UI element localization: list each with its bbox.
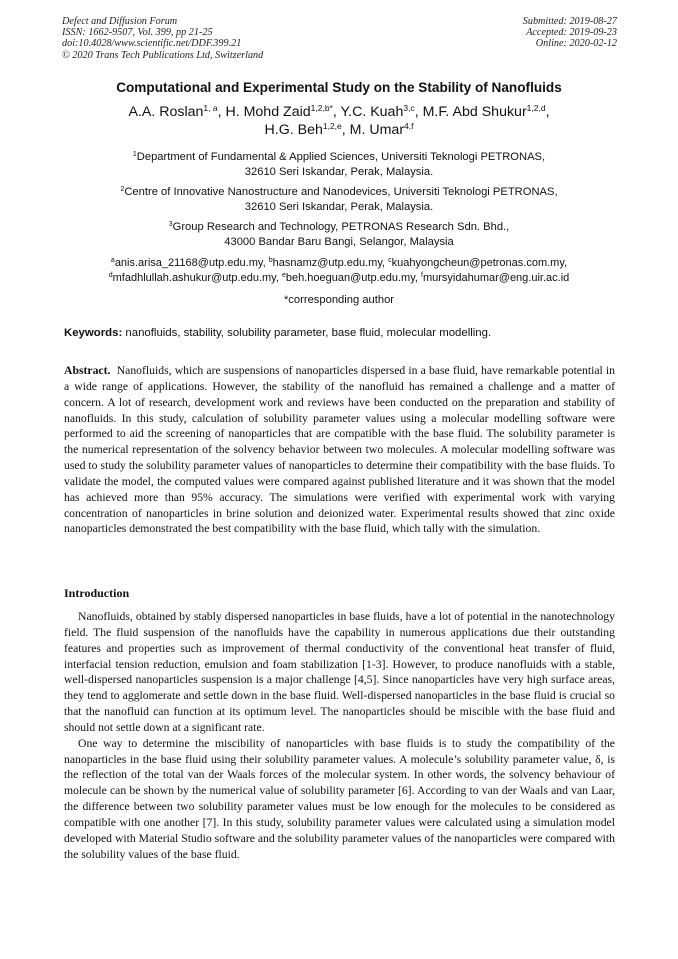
affiliation-line: 32610 Seri Iskandar, Perak, Malaysia.: [244, 200, 434, 213]
affiliation: [40, 185, 638, 214]
author-name: H. Mohd Zaid: [225, 104, 311, 120]
affiliation-line: Department of Fundamental & Applied Sciences, Universiti Teknologi PETRONAS,: [136, 151, 546, 163]
email-link[interactable]: anis.arisa_21168@utp.edu.my: [114, 257, 263, 269]
email-link[interactable]: kuahyongcheun@petronas.com.my: [391, 257, 565, 269]
keywords: [64, 326, 624, 340]
affiliation-marker: 2: [120, 186, 125, 193]
email-separator: ,: [262, 257, 269, 269]
email-separator: ,: [414, 271, 422, 284]
author-name: Y.C. Kuah: [340, 104, 404, 120]
author-name: A.A. Roslan: [128, 104, 204, 120]
email-marker: e: [281, 271, 286, 279]
email-link[interactable]: hasnamz@utp.edu.my: [272, 257, 382, 269]
email-separator: ,: [275, 271, 282, 284]
author-name: M. Umar: [349, 121, 405, 138]
affiliation: [40, 220, 638, 249]
affiliation-marker: 3: [168, 221, 173, 228]
affiliation-line: Centre of Innovative Nanostructure and Nanodevices, Universiti Teknologi PETRONAS,: [124, 186, 558, 198]
author-affil-marker: 1,2,d: [526, 103, 546, 113]
abstract-text: Nanofluids, which are suspensions of nanoparticles dispersed in a base fluid, have remarkable potential in a wide range of applications. However, the stability of the nanofluid has remained a challenge and a matter of concern. A lot of research, development work and reviews have been conducted on the preparation and stability of nanofluids. In this study, calculation of solubility parameter values using a molecular modelling software were performed to aid the screening of nanoparticles that are compatible with the base fluid. The solubility parameter is the numerical representation of the solvency behavior between two molecules. A molecular modelling software was used to study the solubility parameter values of nanoparticles to determine their compatibility with the base fluids. To validate the model, the computed values were compared against published literature and it was shown that the model has achieved more than 95% accuracy. The simulations were verified with experimental work with varying concentration of nanoparticles in brine solution and deionized water. Experimental results showed that zinc oxide nanoparticles demonstrated the best compatibility with the base fluid, which tally with the simulation.: [64, 364, 615, 536]
author-affil-marker: 4,f: [404, 120, 414, 131]
issn-volume: ISSN: 1662-9507, Vol. 399, pp 21-25: [62, 27, 213, 39]
author-emails: [40, 256, 638, 285]
email-link[interactable]: mursyidahumar@eng.uir.ac.id: [422, 271, 570, 284]
author-affil-marker: 3,c: [403, 103, 415, 113]
author-affil-marker: 1,2,b*: [310, 103, 333, 113]
affiliation-line: 32610 Seri Iskandar, Perak, Malaysia.: [244, 165, 434, 178]
journal-header-left: [62, 16, 263, 61]
online-date: Online: 2020-02-12: [535, 38, 617, 50]
author-affil-marker: 1, a: [203, 103, 218, 113]
abstract: [64, 363, 615, 537]
paper-title: Computational and Experimental Study on the Stability of Nanofluids: [116, 80, 562, 95]
email-marker: c: [388, 257, 392, 264]
accepted-date: Accepted: 2019-09-23: [526, 27, 617, 39]
affiliation-line: 43000 Bandar Baru Bangi, Selangor, Malaysia: [224, 235, 454, 248]
author-list: A.A. Roslan$^{1, a}$, H. Mohd Zaid$^{1,2,b*}$, Y.C. Kuah$^{3,c}$, M.F. Abd Shukur$^{1,2,d}$, H.G. Beh$^{1,2,e}$, M. Umar$^{4,f}$: [128, 103, 550, 138]
copyright: © 2020 Trans Tech Publications Ltd, Switzerland: [62, 49, 264, 61]
keywords-text: nanofluids, stability, solubility parameter, base fluid, molecular modelling.: [125, 327, 492, 339]
affiliation-marker: 1: [132, 151, 137, 158]
email-separator: ,: [382, 257, 389, 269]
email-marker: a: [110, 257, 115, 264]
email-separator: ,: [564, 257, 568, 269]
email-link[interactable]: mfadhlullah.ashukur@utp.edu.my: [112, 271, 276, 284]
section-heading-introduction: Introduction: [64, 586, 130, 600]
journal-name: Defect and Diffusion Forum: [62, 16, 178, 27]
email-marker: b: [268, 257, 273, 264]
journal-header-right: [523, 16, 617, 50]
abstract-label: Abstract.: [64, 364, 111, 377]
affiliation-line: Group Research and Technology, PETRONAS Research Sdn. Bhd.,: [172, 221, 510, 233]
submitted-date: Submitted: 2019-08-27: [522, 16, 617, 27]
author-affil-marker: 1,2,e: [322, 120, 342, 131]
paragraph: Nanofluids, obtained by stably dispersed nanoparticles in base fluids, have a lot of potential in the nanotechnology field. The fluid suspension of the nanofluids have the capability in numerous applications due their outstanding features and properties such as improvement of thermal conductivity of the conventional heat transfer of fluid, interfacial tension reduction, emulsion and foam stabilization [1-3]. However, to produce nanofluids with a stable, well-dispersed nanoparticles suspension is a major challenge [4,5]. Since nanoparticles have very high surface areas, they tend to agglomerate and settle down in the base fluid. Well-dispersed nanoparticles in the base fluid is crucial so that the nanofluid can function at its optimum level. The nanoparticles should be miscible with the base fluid and should not settle down at a significant rate.: [64, 610, 615, 734]
author-name: M.F. Abd Shukur: [422, 104, 527, 120]
author-name: H.G. Beh: [264, 121, 323, 138]
email-link[interactable]: beh.hoeguan@utp.edu.my: [285, 271, 415, 284]
doi-link[interactable]: doi:10.4028/www.scientific.net/DDF.399.21: [62, 38, 242, 50]
affiliation: [40, 150, 638, 179]
paragraph: One way to determine the miscibility of nanoparticles with base fluids is to study the compatibility of the nanoparticles in the base fluid using their solubility parameter values. A molecule’s solubility parameter value, δ, is the reflection of the total van der Waals forces of the molecular system. In other words, the solvency behaviour of molecule can be shown by the numerical value of solubility parameter [6]. According to van der Waals and van Laar, the difference between two solubility parameter values must be low enough for the molecules to be considered as compatible with one another [7]. In this study, solubility parameter values were calculated using a simulation model developed with Material Studio software and the solubility parameter values of the nanoparticles were compared with the solubility values of the base fluid.: [64, 736, 615, 861]
corresponding-author-note: *corresponding author: [283, 294, 395, 306]
introduction-body: [64, 609, 615, 863]
email-marker: d: [108, 271, 113, 279]
email-marker: f: [421, 271, 423, 279]
keywords-label: Keywords:: [64, 327, 123, 339]
